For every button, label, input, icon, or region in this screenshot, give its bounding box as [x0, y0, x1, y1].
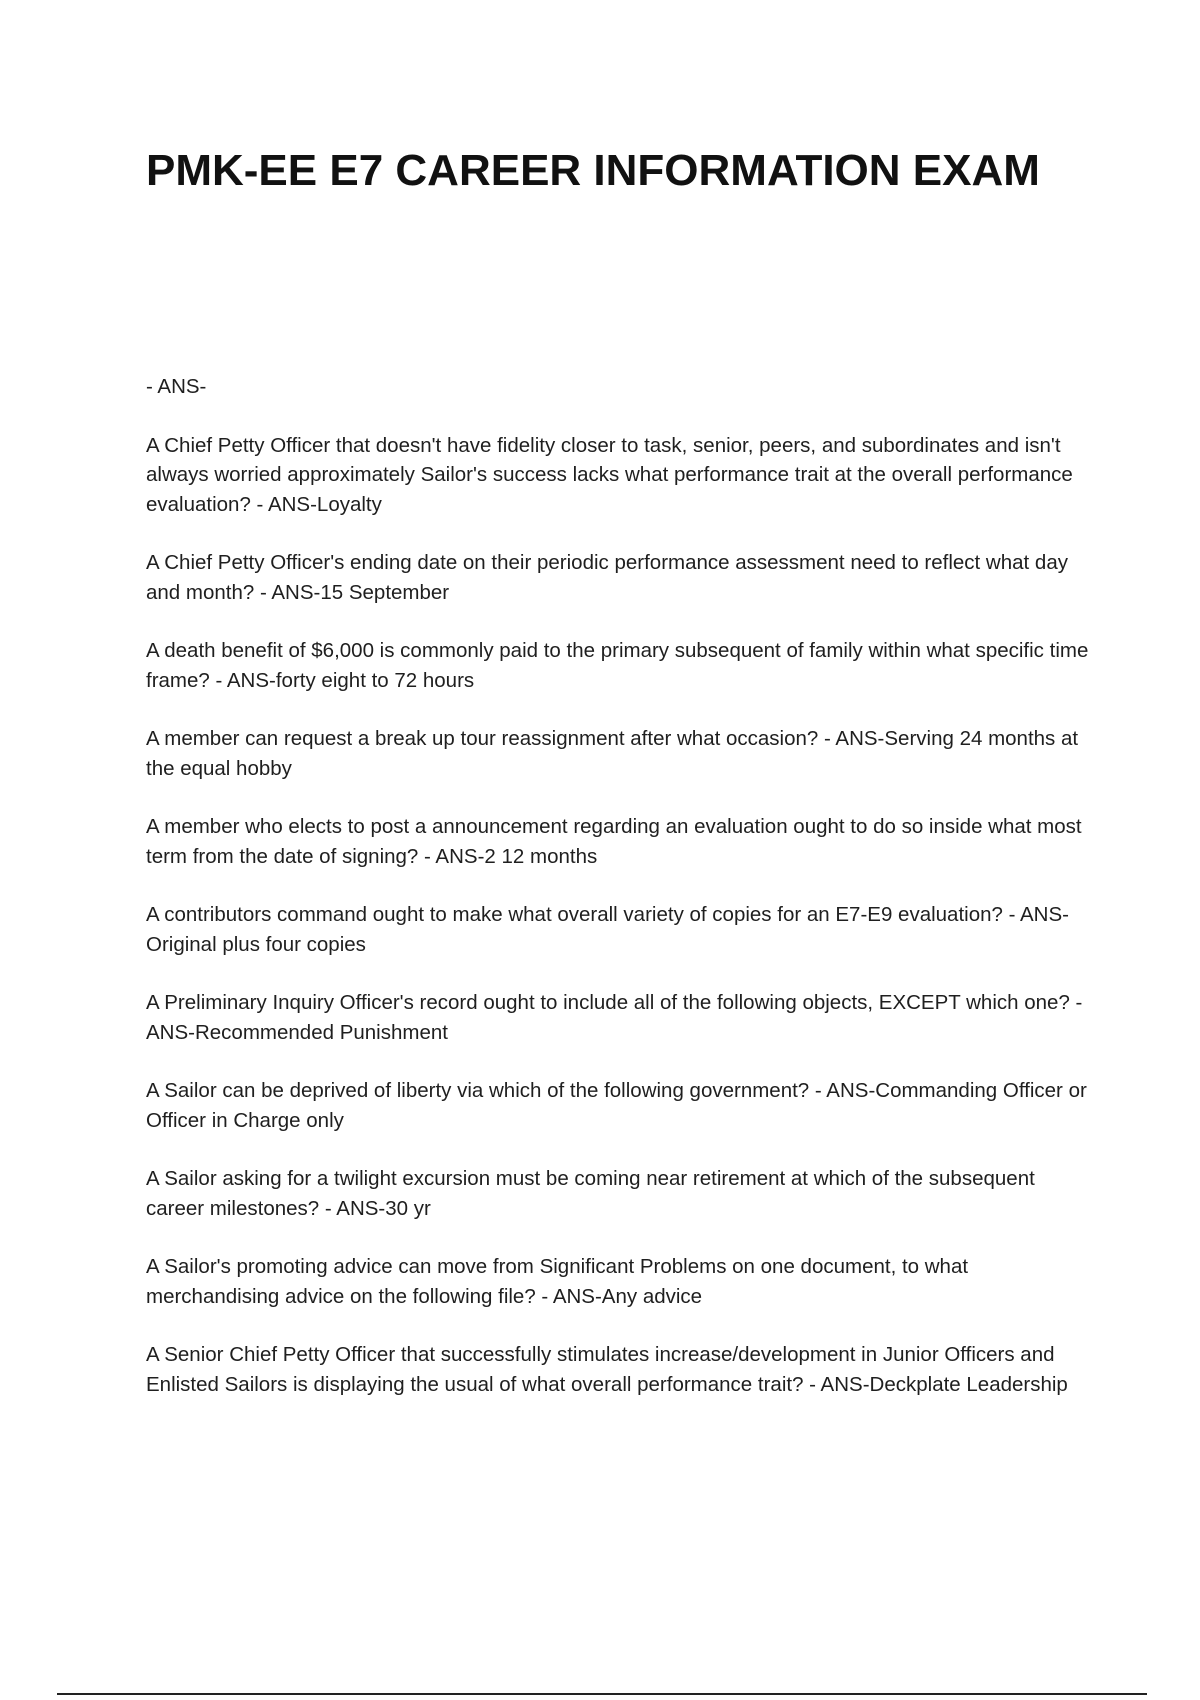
qa-item: A member who elects to post a announcement regarding an evaluation ought to do so inside what most term from the date of signing? - ANS-2 12 months: [146, 815, 1082, 868]
qa-item: A Senior Chief Petty Officer that successfully stimulates increase/development in Junior Officers and Enlisted Sailors is displaying the usual of what overall performance trait? - ANS-Deckplate Leadership: [146, 1343, 1068, 1396]
qa-item: A member can request a break up tour reassignment after what occasion? - ANS-Serving 24 months at the equal hobby: [146, 727, 1079, 780]
qa-item: A Sailor's promoting advice can move from Significant Problems on one document, to what merchandising advice on the following file? - ANS-Any advice: [146, 1255, 969, 1308]
qa-item: A death benefit of $6,000 is commonly paid to the primary subsequent of family within what specific time frame? - ANS-forty eight to 72 hours: [146, 639, 1089, 692]
qa-item: A Chief Petty Officer's ending date on their periodic performance assessment need to reflect what day and month? - ANS-15 September: [146, 551, 1068, 604]
qa-item: A Sailor can be deprived of liberty via which of the following government? - ANS-Commanding Officer or Officer in Charge only: [146, 1079, 1087, 1132]
page-bottom-divider: [57, 1693, 1147, 1695]
qa-item: A Preliminary Inquiry Officer's record ought to include all of the following objects, EXCEPT which one? - ANS-Recommended Punishment: [146, 991, 1083, 1044]
qa-list: [146, 372, 1091, 1428]
page-title: PMK-EE E7 CAREER INFORMATION EXAM: [146, 146, 1040, 195]
qa-item: A contributors command ought to make what overall variety of copies for an E7-E9 evaluation? - ANS-Original plus four copies: [146, 903, 1069, 956]
qa-item: A Chief Petty Officer that doesn't have fidelity closer to task, senior, peers, and subordinates and isn't always worried approximately Sailor's success lacks what performance trait at the overall performance evaluation? - ANS-Loyalty: [146, 433, 1073, 516]
qa-item: A Sailor asking for a twilight excursion must be coming near retirement at which of the subsequent career milestones? - ANS-30 yr: [146, 1167, 1035, 1220]
intro-text: - ANS-: [146, 375, 207, 398]
